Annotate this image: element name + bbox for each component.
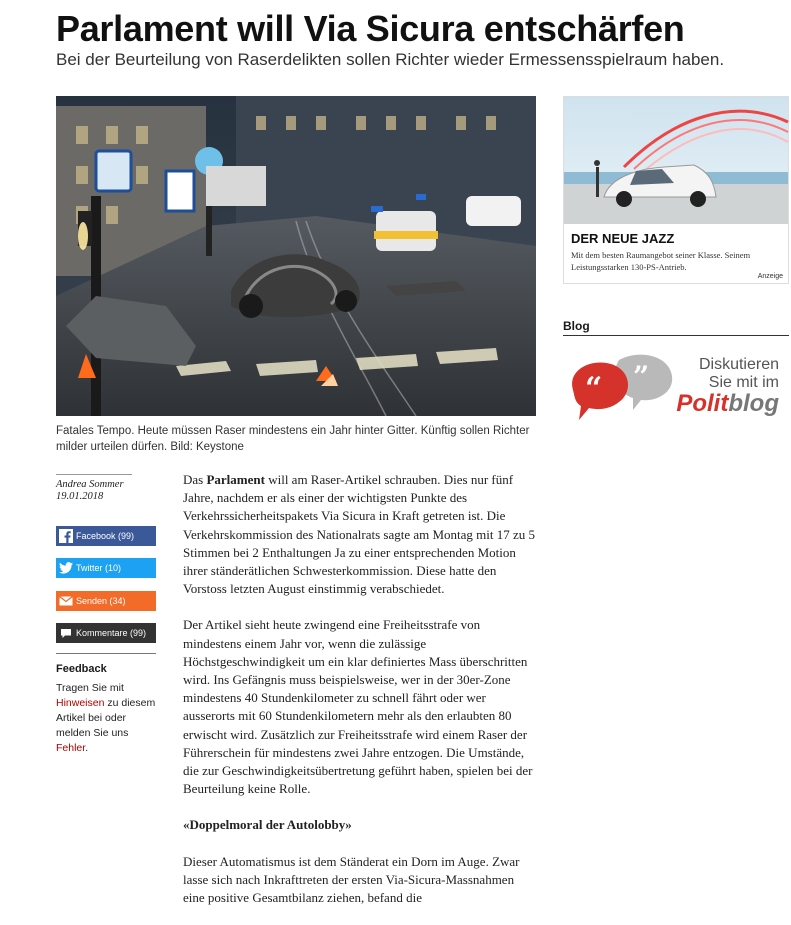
- sidebar-divider: [56, 653, 156, 654]
- mail-icon: [59, 594, 73, 608]
- ad-text: Mit dem besten Raumangebot seiner Klasse. Seinem Leistungsstarken 130-PS-Antrieb.: [571, 250, 751, 272]
- share-mail-label: Senden (34): [76, 596, 126, 606]
- comments-button[interactable]: [56, 623, 156, 643]
- hinweise-link[interactable]: Hinweisen: [56, 697, 105, 709]
- speech-bubbles-icon: [567, 348, 677, 428]
- ad-title: DER NEUE JAZZ: [571, 231, 675, 246]
- publish-date: 19.01.2018: [56, 491, 104, 502]
- article-headline: Parlament will Via Sicura entschärfen: [56, 8, 685, 49]
- politblog-line-1: Diskutieren: [698, 356, 779, 373]
- politblog-teaser[interactable]: [563, 348, 789, 428]
- ad-label: Anzeige: [757, 273, 783, 280]
- share-facebook-label: Facebook (99): [76, 531, 135, 541]
- share-mail-button[interactable]: [56, 591, 156, 611]
- svg-text:”: ”: [633, 360, 650, 393]
- politblog-logo: [676, 390, 779, 418]
- article-subheading: «Doppelmoral der Autolobby»: [183, 817, 352, 833]
- comment-icon: [59, 626, 73, 640]
- facebook-icon: [59, 529, 73, 543]
- feedback-text: [56, 681, 161, 756]
- image-caption: Fatales Tempo. Heute müssen Raser mindestens ein Jahr hinter Gitter. Künftig sollen Richter milder urteilen dürfen. Bild: Keystone: [56, 425, 530, 453]
- p1-bold-keyword: Parlament: [206, 472, 265, 487]
- politblog-logo-polit: Polit: [676, 390, 729, 417]
- article-subline: Bei der Beurteilung von Raserdelikten sollen Richter wieder Ermessensspielraum haben.: [56, 50, 725, 69]
- p1-rest: will am Raser-Artikel schrauben. Dies nur fünf Jahre, nachdem er als einer der wichtigsten Punkte des Verkehrssicherheitspakets Via Sicura in Kraft getreten ist. Die Verkehrskommission des Nationalrats sagte am Montag mit 17 zu 5 Stimmen bei 2 Enthaltungen Ja zu einer entsprechenden Motion ihrer ständerätlichen Schwesterkommission. Diese hatte den Vorstoss letzten August einstimmig verabschiedet.: [183, 472, 536, 597]
- comments-label: Kommentare (99): [76, 628, 147, 638]
- blog-section-rule: [563, 335, 789, 336]
- meta-rule: [56, 474, 132, 475]
- article-body: [183, 471, 538, 925]
- article-hero-image: [56, 96, 536, 416]
- share-facebook-button[interactable]: [56, 526, 156, 546]
- twitter-icon: [59, 561, 73, 575]
- feedback-text-3: .: [85, 742, 89, 754]
- author-name: Andrea Sommer: [56, 479, 124, 490]
- politblog-logo-blog: blog: [728, 390, 779, 417]
- article-meta: [56, 474, 156, 503]
- feedback-title: Feedback: [56, 663, 107, 675]
- ad-image: [564, 97, 788, 224]
- paragraph-2: Der Artikel sieht heute zwingend eine Freiheitsstrafe von mindestens einem Jahr vor, wenn die zulässige Höchstgeschwindigkeit um ein klar definiertes Mass überschritten wird. Ins Gefängnis muss beispielsweise, wer in der 30er-Zone mindestens 40 Stundenkilometer zu schnell fährt oder wer ausserorts mit 60 Stundenkilometern mehr als den erlaubten 80 erwischt wird. Zusätzlich zur Freiheitsstrafe wird einem Raser der Führerschein für mindestens zwei Jahre entzogen. Die Umstände, die zur Geschwindigkeitsübertretung geführt haben, spielen bei der Beurteilung keine Rolle.: [183, 617, 533, 797]
- paragraph-1: [183, 471, 538, 598]
- share-twitter-label: Twitter (10): [76, 563, 122, 573]
- p1-lead: Das: [183, 472, 207, 487]
- politblog-line-2: Sie mit im: [708, 374, 779, 391]
- share-twitter-button[interactable]: [56, 558, 156, 578]
- blog-section-title: Blog: [563, 319, 590, 333]
- svg-text:“: “: [585, 371, 603, 406]
- feedback-text-1: Tragen Sie mit: [56, 682, 124, 694]
- feedback-text-2: zu diesem Artikel bei oder melden Sie uns: [56, 697, 156, 739]
- paragraph-3: Dieser Automatismus ist dem Ständerat ein Dorn im Auge. Zwar lasse sich nach Inkrafttreten der ersten Via-Sicura-Massnahmen eine positive Gesamtbilanz ziehen, befand die: [183, 853, 520, 906]
- fehler-link[interactable]: Fehler: [56, 742, 86, 754]
- car-advertisement[interactable]: [563, 96, 789, 284]
